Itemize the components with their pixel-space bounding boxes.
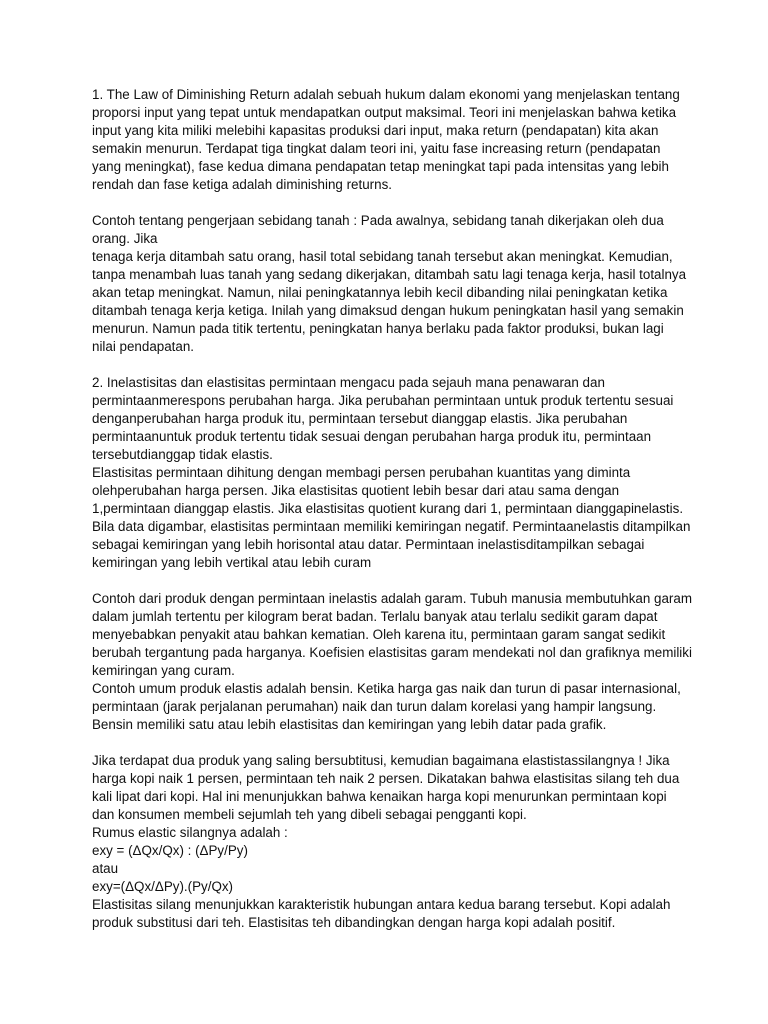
text-line: kemiringan yang lebih vertikal atau lebih curam — [92, 555, 372, 570]
text-line: Bensin memiliki satu atau lebih elastisitas dan kemiringan yang lebih datar pada grafik. — [92, 717, 607, 732]
text-line: nilai pendapatan. — [92, 339, 195, 354]
text-line: orang. Jika — [92, 231, 158, 246]
text-line: Rumus elastic silangnya adalah : — [92, 825, 288, 840]
paragraph-product-examples — [92, 590, 692, 734]
text-line: input yang kita miliki melebihi kapasitas produksi dari input, maka return (pendapatan) kita akan — [92, 123, 659, 138]
text-line: harga kopi naik 1 persen, permintaan teh naik 2 persen. Dikatakan bahwa elastisitas silang teh dua — [92, 771, 680, 786]
text-line: Contoh umum produk elastis adalah bensin. Ketika harga gas naik dan turun di pasar internasional, — [92, 681, 681, 696]
text-line: Elastisitas permintaan dihitung dengan membagi persen perubahan kuantitas yang diminta — [92, 465, 631, 480]
text-line: akan tetap meningkat. Namun, nilai peningkatannya lebih kecil dibanding nilai peningkatan ketika — [92, 285, 668, 300]
paragraph-land-example — [92, 212, 692, 356]
text-line: olehperubahan harga persen. Jika elastisitas quotient lebih besar dari atau sama dengan — [92, 483, 620, 498]
text-line: permintaanmerespons perubahan harga. Jika perubahan permintaan untuk produk tertentu sesuai — [92, 393, 674, 408]
paragraph-elasticity — [92, 374, 692, 572]
formula-line: exy=(ΔQx/ΔPy).(Py/Qx) — [92, 879, 234, 894]
text-line: Contoh tentang pengerjaan sebidang tanah : Pada awalnya, sebidang tanah dikerjakan oleh dua — [92, 213, 664, 228]
text-line: permintaan (jarak perjalanan perumahan) naik dan turun dalam korelasi yang hampir langsung. — [92, 699, 657, 714]
text-line: sebagai kemiringan yang lebih horisontal atau datar. Permintaan inelastisditampilkan sebagai — [92, 537, 645, 552]
text-line: tersebutdianggap tidak elastis. — [92, 447, 273, 462]
text-line: permintaanuntuk produk tertentu tidak sesuai dengan perubahan harga produk itu, permintaan — [92, 429, 652, 444]
paragraph-cross-elasticity — [92, 752, 692, 932]
text-line: Jika terdapat dua produk yang saling bersubtitusi, kemudian bagaimana elastistassilangnya ! Jika — [92, 753, 670, 768]
text-line: semakin menurun. Terdapat tiga tingkat dalam teori ini, yaitu fase increasing return (pendapatan — [92, 141, 661, 156]
document-page — [92, 86, 692, 950]
text-line: kemiringan yang curam. — [92, 663, 235, 678]
text-line: yang meningkat), fase kedua dimana pendapatan tetap meningkat tapi pada intensitas yang lebih — [92, 159, 669, 174]
text-line: kali lipat dari kopi. Hal ini menunjukkan bahwa kenaikan harga kopi menurunkan permintaan kopi — [92, 789, 667, 804]
text-line: tanpa menambah luas tanah yang sedang dikerjakan, ditambah satu lagi tenaga kerja, hasil totalnya — [92, 267, 687, 282]
text-line: dalam jumlah tertentu per kilogram berat badan. Terlalu banyak atau terlalu sedikit garam dapat — [92, 609, 658, 624]
text-line: 1,permintaan dianggap elastis. Jika elastisitas quotient kurang dari 1, permintaan dianggapinelastis. — [92, 501, 684, 516]
text-line: Bila data digambar, elastisitas permintaan memiliki kemiringan negatif. Permintaanelastis ditampilkan — [92, 519, 691, 534]
paragraph-law-of-diminishing-return — [92, 86, 692, 194]
formula-line: exy = (ΔQx/Qx) : (ΔPy/Py) — [92, 843, 248, 858]
text-line: 1. The Law of Diminishing Return adalah sebuah hukum dalam ekonomi yang menjelaskan tentang — [92, 87, 680, 102]
text-line: produk substitusi dari teh. Elastisitas teh dibandingkan dengan harga kopi adalah positif. — [92, 915, 616, 930]
text-line: menurun. Namun pada titik tertentu, peningkatan hanya berlaku pada faktor produksi, bukan lagi — [92, 321, 664, 336]
text-line: Elastisitas silang menunjukkan karakteristik hubungan antara kedua barang tersebut. Kopi adalah — [92, 897, 671, 912]
text-line: berubah tergantung pada harganya. Koefisien elastisitas garam mendekati nol dan grafiknya memiliki — [92, 645, 692, 660]
text-line: denganperubahan harga produk itu, permintaan tersebut dianggap elastis. Jika perubahan — [92, 411, 628, 426]
text-line: 2. Inelastisitas dan elastisitas permintaan mengacu pada sejauh mana penawaran dan — [92, 375, 605, 390]
text-line: dan konsumen membeli sejumlah teh yang dibeli sebagai pengganti kopi. — [92, 807, 527, 822]
text-line: Contoh dari produk dengan permintaan inelastis adalah garam. Tubuh manusia membutuhkan garam — [92, 591, 692, 606]
text-line: atau — [92, 861, 119, 876]
text-line: ditambah tenaga kerja ketiga. Inilah yang dimaksud dengan hukum peningkatan hasil yang semakin — [92, 303, 684, 318]
text-line: proporsi input yang tepat untuk mendapatkan output maksimal. Teori ini menjelaskan bahwa ketika — [92, 105, 677, 120]
text-line: tenaga kerja ditambah satu orang, hasil total sebidang tanah tersebut akan meningkat. Kemudian, — [92, 249, 673, 264]
text-line: menyebabkan penyakit atau bahkan kematian. Oleh karena itu, permintaan garam sangat sedikit — [92, 627, 666, 642]
text-line: rendah dan fase ketiga adalah diminishing returns. — [92, 177, 392, 192]
